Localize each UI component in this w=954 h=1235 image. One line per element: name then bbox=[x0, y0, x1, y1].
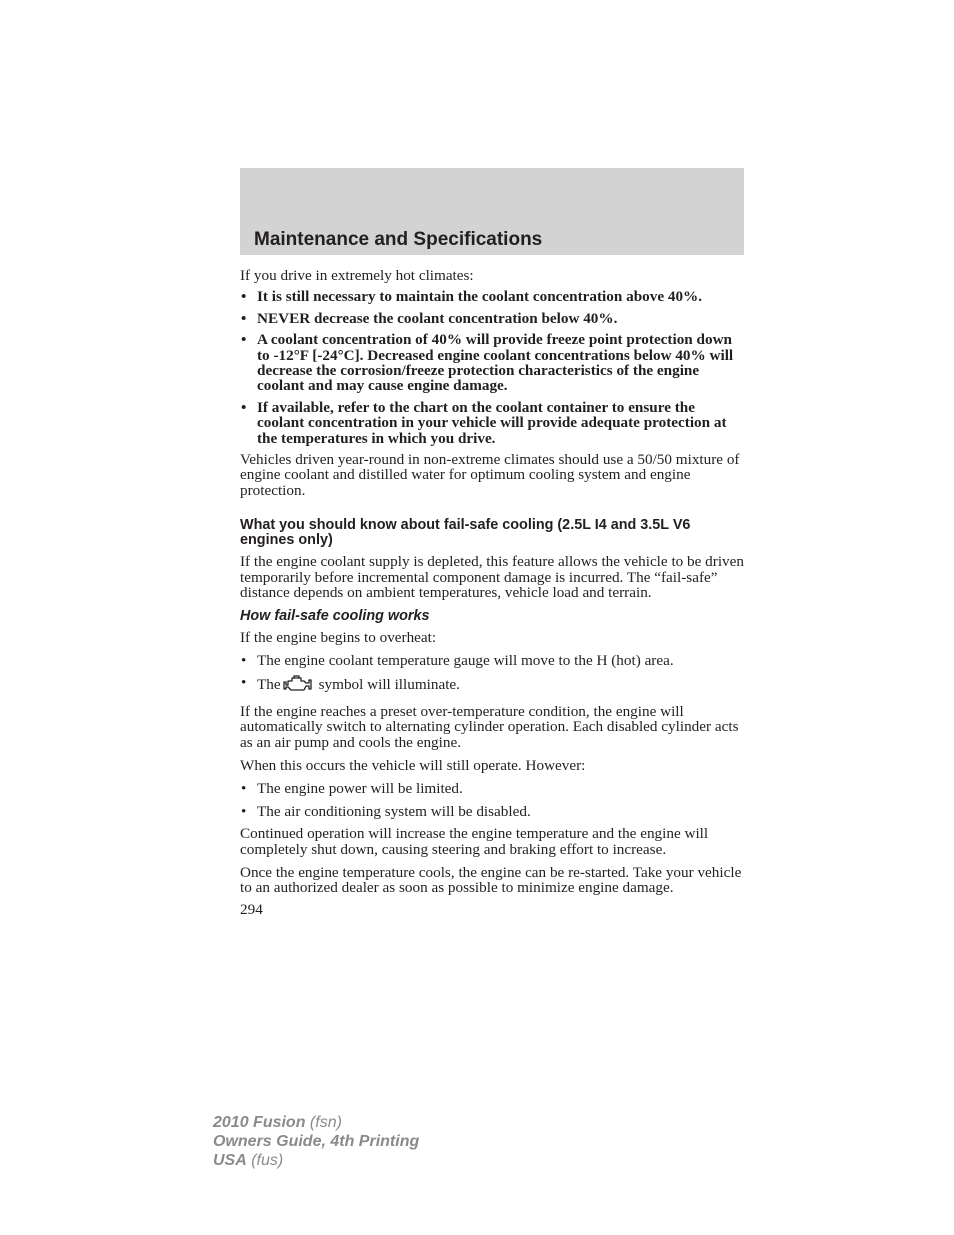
list-item: • The air conditioning system will be disabled. bbox=[241, 802, 531, 820]
footer-line-model: 2010 Fusion (fsn) bbox=[213, 1114, 342, 1131]
section-title: Maintenance and Specifications bbox=[254, 229, 543, 250]
year-round-paragraph: Vehicles driven year-round in non-extreme climates should use a 50/50 mixture of engine coolant and distilled water for optimum cooling system and engine protection. bbox=[240, 451, 740, 499]
page-number: 294 bbox=[240, 900, 263, 918]
cools-paragraph: Once the engine temperature cools, the engine can be re-started. Take your vehicle to an authorized dealer as soon as possible to minimize engine damage. bbox=[240, 863, 742, 897]
failsafe-heading: What you should know about fail-safe cooling (2.5L I4 and 3.5L V6 engines only) bbox=[240, 517, 691, 549]
list-item: • If available, refer to the chart on the coolant container to ensure the coolant concentration in your vehicle will provide adequate protection at the temperatures in which you drive. bbox=[241, 398, 727, 447]
page-content bbox=[240, 268, 746, 917]
footer-imprint bbox=[213, 1113, 419, 1170]
overheat-intro: If the engine begins to overheat: bbox=[240, 628, 437, 646]
list-item: • The engine power will be limited. bbox=[241, 780, 463, 798]
hot-climate-bullets bbox=[240, 289, 746, 446]
limits-bullets bbox=[240, 781, 746, 819]
section-header-band bbox=[240, 168, 744, 255]
overheat-bullets bbox=[240, 653, 746, 697]
list-item: • The symbol will illuminate. bbox=[240, 675, 746, 696]
preset-paragraph: If the engine reaches a preset over-temperature condition, the engine will automatically switch to alternating cylinder operation. Each disabled cylinder acts as an air pump and cools the engine. bbox=[240, 702, 739, 751]
footer-line-region: USA (fus) bbox=[213, 1152, 284, 1169]
list-item: • A coolant concentration of 40% will provide freeze point protection down to -12°F [-24°C]. Decreased engine coolant concentrations below 40% will decrease the corrosion/freeze protection characteristics of the engine coolant and may cause engine damage. bbox=[241, 331, 734, 395]
hot-climate-intro: If you drive in extremely hot climates: bbox=[240, 267, 474, 284]
failsafe-paragraph: If the engine coolant supply is depleted, this feature allows the vehicle to be driven temporarily before incremental component damage is incurred. The “fail-safe” distance depends on ambient temperatures, vehicle load and terrain. bbox=[240, 553, 744, 602]
list-item: • The engine coolant temperature gauge will move to the H (hot) area. bbox=[241, 651, 674, 669]
list-item: • NEVER decrease the coolant concentration below 40%. bbox=[241, 309, 618, 327]
still-operate-paragraph: When this occurs the vehicle will still operate. However: bbox=[240, 756, 586, 774]
continued-paragraph: Continued operation will increase the engine temperature and the engine will completely shut down, causing steering and braking effort to increase. bbox=[240, 825, 709, 858]
how-failsafe-heading: How fail-safe cooling works bbox=[240, 607, 430, 624]
list-item: • It is still necessary to maintain the coolant concentration above 40%. bbox=[241, 288, 703, 306]
engine-warning-icon bbox=[283, 675, 313, 696]
footer-line-guide: Owners Guide, 4th Printing bbox=[213, 1133, 420, 1150]
